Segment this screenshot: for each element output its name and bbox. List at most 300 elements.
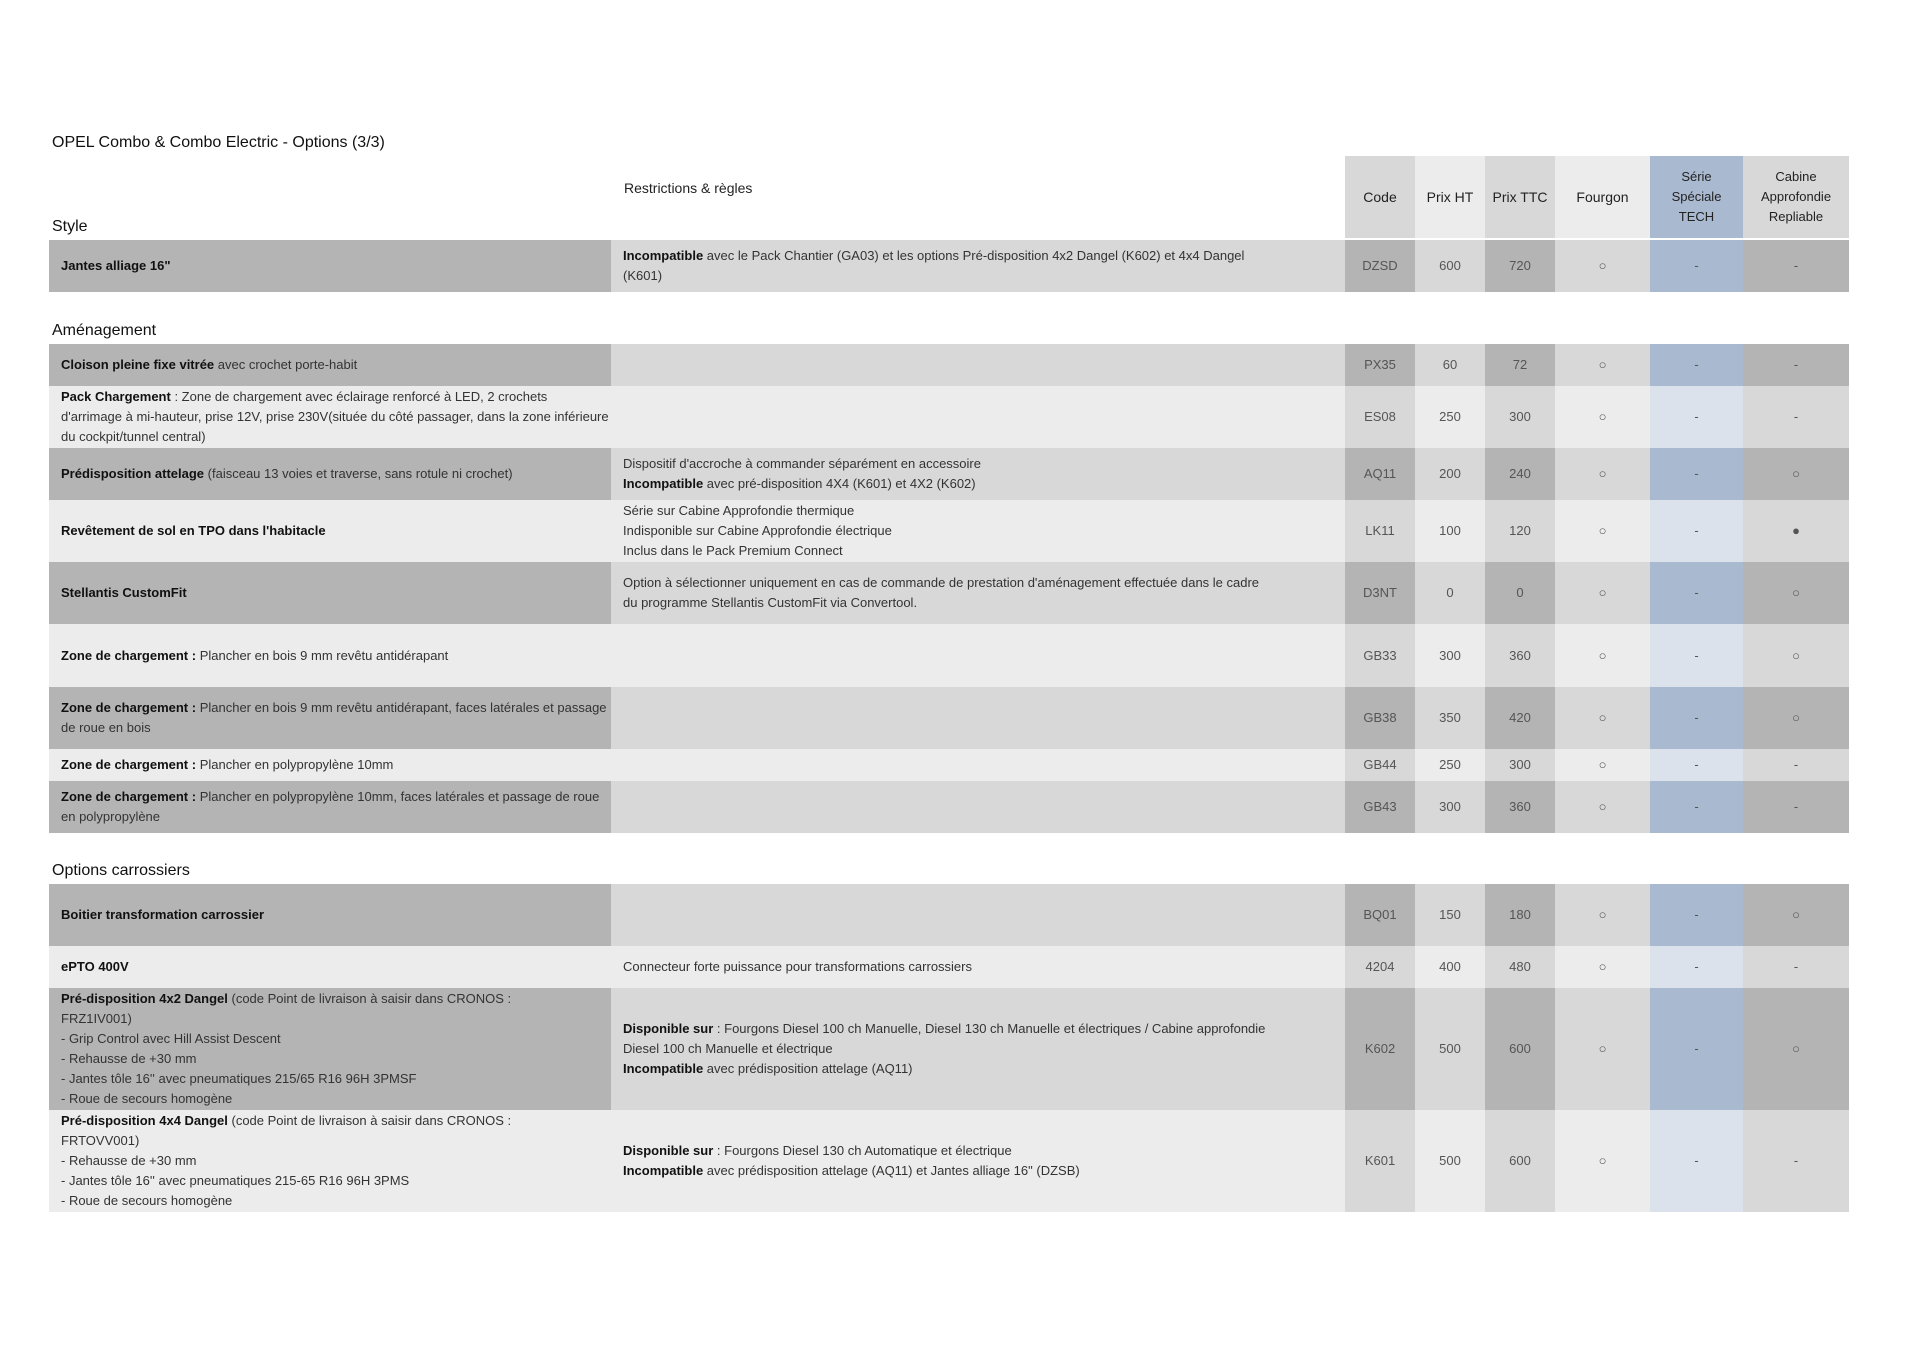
- option-description: [49, 562, 611, 624]
- price-ht-value: 0: [1446, 585, 1454, 600]
- option-restrictions: [611, 687, 1345, 749]
- price-ht-value: 400: [1439, 959, 1461, 974]
- bold-text: Zone de chargement :: [61, 789, 197, 804]
- text: Diesel 100 ch Manuelle et électrique: [623, 1041, 833, 1056]
- bold-text: Pré-disposition 4x4 Dangel: [61, 1113, 228, 1128]
- text: (K601): [623, 268, 663, 283]
- option-code-value: GB33: [1363, 647, 1397, 663]
- cabine-availability: [1743, 500, 1849, 562]
- text: - Grip Control avec Hill Assist Descent: [61, 1031, 281, 1046]
- header-cabine: [1743, 156, 1849, 238]
- description-line: [61, 1069, 416, 1089]
- price-ttc-value: 360: [1509, 799, 1531, 814]
- text: - Jantes tôle 16'' avec pneumatiques 215-65 R16 96H 3PMS: [61, 1173, 410, 1188]
- section-title-style: Style: [52, 218, 88, 235]
- price-ht: [1415, 500, 1485, 562]
- bold-text: Cloison pleine fixe vitrée: [61, 357, 215, 372]
- restriction-line: [623, 1039, 833, 1059]
- cabine-availability-value: -: [1793, 959, 1799, 974]
- restriction-line: [623, 1161, 1080, 1181]
- option-description: [49, 240, 611, 292]
- cabine-availability: [1743, 946, 1849, 988]
- serie-tech-availability-value: -: [1694, 258, 1699, 273]
- price-ht-value: 500: [1439, 1041, 1461, 1056]
- header-serie-line2: Spéciale: [1671, 189, 1722, 204]
- price-ttc-value: 720: [1509, 258, 1531, 273]
- price-ht: [1415, 344, 1485, 386]
- fourgon-availability: [1555, 988, 1650, 1110]
- fourgon-availability-value: ○: [1598, 523, 1607, 538]
- price-ttc: [1485, 624, 1555, 687]
- option-code: [1345, 988, 1415, 1110]
- header-cabine-line3: Repliable: [1768, 209, 1824, 224]
- restriction-line: [623, 266, 662, 286]
- text: : Fourgons Diesel 100 ch Manuelle, Diesel 130 ch Manuelle et électriques / Cabine approfondie: [713, 1021, 1266, 1036]
- section-title-amenagement: Aménagement: [52, 322, 157, 339]
- price-ht: [1415, 1110, 1485, 1212]
- option-description: [49, 386, 611, 448]
- fourgon-availability-value: ○: [1598, 585, 1607, 600]
- description-text: [61, 646, 448, 666]
- price-ttc-value: 600: [1509, 1153, 1531, 1168]
- option-description: [49, 344, 611, 386]
- fourgon-availability: [1555, 240, 1650, 292]
- text: avec le Pack Chantier (GA03) et les options Pré-disposition 4x2 Dangel (K602) et 4x4 Dangel: [703, 248, 1245, 263]
- text: Dispositif d'accroche à commander séparément en accessoire: [623, 456, 981, 471]
- fourgon-availability-value: ○: [1598, 357, 1607, 372]
- fourgon-availability-value: ○: [1598, 799, 1607, 814]
- text: Série sur Cabine Approfondie thermique: [623, 503, 855, 518]
- fourgon-availability-value: ○: [1598, 409, 1607, 424]
- option-code: [1345, 687, 1415, 749]
- price-ht: [1415, 687, 1485, 749]
- option-restrictions: [611, 749, 1345, 781]
- option-code: [1345, 344, 1415, 386]
- restriction-line: [623, 454, 981, 474]
- option-restrictions: [611, 386, 1345, 448]
- bold-text: Stellantis CustomFit: [61, 585, 187, 600]
- serie-tech-availability-value: -: [1694, 907, 1699, 922]
- header-prix-ht: Prix HT: [1415, 156, 1485, 238]
- option-restrictions: [611, 562, 1345, 624]
- bold-text: Pré-disposition 4x2 Dangel: [61, 991, 228, 1006]
- option-code-value: GB44: [1363, 757, 1397, 772]
- price-ht: [1415, 781, 1485, 833]
- text: avec prédisposition attelage (AQ11) et Jantes alliage 16" (DZSB): [703, 1163, 1080, 1178]
- header-cabine-line2: Approfondie: [1760, 189, 1832, 204]
- fourgon-availability: [1555, 344, 1650, 386]
- bold-text: Incompatible: [623, 1163, 704, 1178]
- fourgon-availability: [1555, 624, 1650, 687]
- fourgon-availability: [1555, 749, 1650, 781]
- price-ht-value: 200: [1439, 466, 1461, 481]
- price-ht: [1415, 946, 1485, 988]
- bold-text: Disponible sur: [623, 1143, 714, 1158]
- fourgon-availability-value: ○: [1598, 647, 1607, 663]
- text: Inclus dans le Pack Premium Connect: [623, 543, 843, 558]
- description-line: [61, 1049, 196, 1069]
- text: - Rehausse de +30 mm: [61, 1153, 197, 1168]
- cabine-availability: [1743, 781, 1849, 833]
- text: : Zone de chargement avec éclairage renforcé à LED, 2 crochets d'arrimage à mi-hauteur, prise 12V, prise 230V(située du côté passager, dans la zone inférieure du cockpit/tunnel central): [61, 389, 609, 444]
- fourgon-availability: [1555, 562, 1650, 624]
- price-ttc: [1485, 687, 1555, 749]
- description-text: [61, 521, 326, 541]
- option-description: [49, 687, 611, 749]
- description-line: [61, 1089, 232, 1109]
- description-text: [61, 905, 264, 925]
- text: du programme Stellantis CustomFit via Convertool.: [623, 595, 918, 610]
- price-ttc-value: 240: [1509, 466, 1531, 481]
- serie-tech-availability-value: -: [1694, 959, 1699, 974]
- price-ttc: [1485, 240, 1555, 292]
- option-description: [49, 781, 611, 833]
- description-text: [61, 355, 357, 375]
- option-code-value: GB43: [1363, 799, 1397, 814]
- description-line: [61, 989, 511, 1009]
- price-ttc-value: 180: [1509, 907, 1531, 922]
- description-text: [61, 957, 129, 977]
- option-restrictions: [611, 1110, 1345, 1212]
- fourgon-availability-value: ○: [1598, 710, 1607, 725]
- cabine-availability-value: -: [1793, 799, 1799, 814]
- option-code: [1345, 749, 1415, 781]
- option-restrictions: [611, 884, 1345, 946]
- option-code: [1345, 781, 1415, 833]
- option-code: [1345, 386, 1415, 448]
- restriction-line: [623, 957, 972, 977]
- text: FRTOVV001): [61, 1133, 140, 1148]
- price-ttc: [1485, 562, 1555, 624]
- price-ttc: [1485, 749, 1555, 781]
- option-restrictions: [611, 448, 1345, 500]
- text: Plancher en polypropylène 10mm, faces latérales et passage de roue en polypropylène: [61, 789, 600, 824]
- header-cabine-line1: Cabine: [1775, 169, 1817, 184]
- price-ht-value: 500: [1439, 1153, 1461, 1168]
- option-description: [49, 749, 611, 781]
- restriction-line: [623, 593, 917, 613]
- option-code-value: DZSD: [1362, 258, 1398, 273]
- option-code-value: K602: [1364, 1041, 1396, 1056]
- description-text: [61, 787, 609, 827]
- serie-tech-availability: [1650, 624, 1743, 687]
- cabine-availability: [1743, 448, 1849, 500]
- price-ttc-value: 600: [1509, 1041, 1531, 1056]
- bold-text: Prédisposition attelage: [61, 466, 205, 481]
- serie-tech-availability-value: -: [1694, 710, 1699, 725]
- fourgon-availability: [1555, 1110, 1650, 1212]
- price-ht: [1415, 562, 1485, 624]
- option-restrictions: [611, 500, 1345, 562]
- header-code: Code: [1345, 156, 1415, 238]
- fourgon-availability: [1555, 884, 1650, 946]
- price-ttc-value: 360: [1509, 647, 1531, 663]
- serie-tech-availability-value: -: [1694, 1153, 1699, 1168]
- option-description: [49, 946, 611, 988]
- option-code-value: D3NT: [1363, 585, 1397, 600]
- cabine-availability: [1743, 344, 1849, 386]
- serie-tech-availability: [1650, 500, 1743, 562]
- option-code: [1345, 946, 1415, 988]
- description-text: [61, 256, 171, 276]
- bold-text: Zone de chargement :: [61, 700, 197, 715]
- description-line: [61, 1111, 511, 1131]
- price-ttc: [1485, 946, 1555, 988]
- cabine-availability-value: ○: [1792, 647, 1800, 663]
- description-text: [61, 464, 513, 484]
- description-line: [61, 1151, 196, 1171]
- option-description: [49, 988, 611, 1110]
- cabine-availability: [1743, 624, 1849, 687]
- price-ht-value: 100: [1439, 523, 1461, 538]
- fourgon-availability: [1555, 687, 1650, 749]
- fourgon-availability-value: ○: [1598, 1153, 1607, 1168]
- cabine-availability: [1743, 884, 1849, 946]
- cabine-availability-value: ○: [1792, 466, 1800, 481]
- fourgon-availability-value: ○: [1598, 1041, 1607, 1056]
- header-serie-tech: [1650, 156, 1743, 238]
- serie-tech-availability-value: -: [1694, 647, 1699, 663]
- header-restrictions: Restrictions & règles: [624, 180, 753, 196]
- text: Connecteur forte puissance pour transformations carrossiers: [623, 959, 972, 974]
- header-serie-line3: TECH: [1678, 209, 1715, 224]
- price-ht-value: 600: [1439, 258, 1461, 273]
- description-text: [61, 583, 187, 603]
- serie-tech-availability-value: -: [1694, 523, 1699, 538]
- cabine-availability-value: -: [1793, 357, 1799, 372]
- serie-tech-availability: [1650, 448, 1743, 500]
- section-style: [49, 240, 1849, 292]
- restriction-line: [623, 501, 854, 521]
- serie-tech-availability-value: -: [1694, 585, 1699, 600]
- option-code: [1345, 1110, 1415, 1212]
- text: : Fourgons Diesel 130 ch Automatique et électrique: [713, 1143, 1012, 1158]
- option-restrictions: [611, 240, 1345, 292]
- price-ttc-value: 120: [1509, 523, 1531, 538]
- serie-tech-availability: [1650, 1110, 1743, 1212]
- option-code: [1345, 240, 1415, 292]
- price-ttc-value: 300: [1509, 409, 1531, 424]
- text: Plancher en polypropylène 10mm: [196, 757, 394, 772]
- price-ht: [1415, 240, 1485, 292]
- option-restrictions: [611, 344, 1345, 386]
- bold-text: Boitier transformation carrossier: [61, 907, 265, 922]
- fourgon-availability: [1555, 448, 1650, 500]
- description-line: [61, 1131, 139, 1151]
- text: (code Point de livraison à saisir dans CRONOS :: [227, 991, 512, 1006]
- price-ht-value: 350: [1439, 710, 1461, 725]
- price-ht: [1415, 624, 1485, 687]
- serie-tech-availability-value: -: [1694, 466, 1699, 481]
- price-ttc: [1485, 884, 1555, 946]
- option-code-value: LK11: [1365, 523, 1395, 538]
- cabine-availability-value: -: [1793, 1153, 1799, 1168]
- price-ht: [1415, 884, 1485, 946]
- text: (code Point de livraison à saisir dans CRONOS :: [227, 1113, 512, 1128]
- price-ttc-value: 480: [1509, 959, 1531, 974]
- price-ht-value: 300: [1439, 799, 1461, 814]
- serie-tech-availability: [1650, 344, 1743, 386]
- cabine-availability-value: ○: [1792, 710, 1800, 725]
- serie-tech-availability: [1650, 988, 1743, 1110]
- text: - Roue de secours homogène: [61, 1091, 233, 1106]
- option-description: [49, 884, 611, 946]
- description-line: [61, 1009, 132, 1029]
- option-code-value: 4204: [1365, 959, 1395, 974]
- restriction-line: [623, 474, 976, 494]
- bold-text: Zone de chargement :: [61, 757, 197, 772]
- price-ht-value: 250: [1439, 757, 1461, 772]
- fourgon-availability: [1555, 500, 1650, 562]
- option-code-value: ES08: [1364, 409, 1396, 424]
- restriction-line: [623, 573, 1259, 593]
- cabine-availability: [1743, 240, 1849, 292]
- description-line: [61, 1191, 232, 1211]
- text: - Jantes tôle 16'' avec pneumatiques 215/65 R16 96H 3PMSF: [61, 1071, 417, 1086]
- description-line: [61, 1029, 281, 1049]
- price-ht-value: 300: [1439, 647, 1461, 663]
- description-line: [61, 1171, 409, 1191]
- price-ttc: [1485, 781, 1555, 833]
- serie-tech-availability-value: -: [1694, 1041, 1699, 1056]
- price-ttc: [1485, 1110, 1555, 1212]
- restriction-line: [623, 1059, 913, 1079]
- cabine-availability-value: ○: [1792, 585, 1800, 600]
- price-ttc: [1485, 344, 1555, 386]
- cabine-availability: [1743, 687, 1849, 749]
- text: (faisceau 13 voies et traverse, sans rotule ni crochet): [204, 466, 513, 481]
- serie-tech-availability: [1650, 687, 1743, 749]
- price-ttc-value: 0: [1516, 585, 1524, 600]
- price-ht: [1415, 988, 1485, 1110]
- serie-tech-availability: [1650, 884, 1743, 946]
- cabine-availability: [1743, 386, 1849, 448]
- text: Plancher en bois 9 mm revêtu antidérapant, faces latérales et passage de roue en bois: [61, 700, 607, 735]
- header-serie-line1: Série: [1681, 169, 1712, 184]
- serie-tech-availability-value: -: [1694, 799, 1699, 814]
- text: FRZ1IV001): [61, 1011, 132, 1026]
- price-ht-value: 250: [1439, 409, 1461, 424]
- section-amenagement: [49, 344, 1849, 833]
- bold-text: Jantes alliage 16": [61, 258, 171, 273]
- option-restrictions: [611, 988, 1345, 1110]
- bold-text: Incompatible: [623, 476, 704, 491]
- fourgon-availability: [1555, 386, 1650, 448]
- bold-text: Pack Chargement: [61, 389, 171, 404]
- price-ttc-value: 420: [1509, 710, 1531, 725]
- cabine-availability-value: -: [1793, 757, 1799, 772]
- bold-text: Zone de chargement :: [61, 647, 197, 663]
- text: avec crochet porte-habit: [214, 357, 358, 372]
- text: - Roue de secours homogène: [61, 1193, 233, 1208]
- serie-tech-availability: [1650, 386, 1743, 448]
- header-fourgon: Fourgon: [1555, 156, 1650, 238]
- price-ttc: [1485, 448, 1555, 500]
- fourgon-availability-value: ○: [1598, 466, 1607, 481]
- bold-text: ePTO 400V: [61, 959, 129, 974]
- restriction-line: [623, 1019, 1265, 1039]
- cabine-availability-value: ○: [1792, 907, 1800, 922]
- restriction-line: [623, 246, 1244, 266]
- option-code: [1345, 884, 1415, 946]
- price-ttc: [1485, 386, 1555, 448]
- text: avec pré-disposition 4X4 (K601) et 4X2 (K602): [703, 476, 976, 491]
- cabine-availability-value: ○: [1792, 1041, 1800, 1056]
- fourgon-availability-value: ○: [1598, 907, 1607, 922]
- cabine-availability-value: ●: [1792, 523, 1800, 538]
- serie-tech-availability-value: -: [1694, 757, 1699, 772]
- price-ht-value: 150: [1439, 907, 1461, 922]
- header-prix-ttc: Prix TTC: [1485, 156, 1555, 238]
- section-carrossiers: [49, 884, 1849, 1212]
- fourgon-availability-value: ○: [1598, 258, 1607, 273]
- option-code: [1345, 624, 1415, 687]
- section-title-carrossiers: Options carrossiers: [52, 862, 190, 879]
- serie-tech-availability-value: -: [1694, 409, 1699, 424]
- option-description: [49, 624, 611, 687]
- serie-tech-availability: [1650, 781, 1743, 833]
- serie-tech-availability: [1650, 749, 1743, 781]
- option-restrictions: [611, 624, 1345, 687]
- bold-text: Incompatible: [623, 248, 704, 263]
- option-code-value: GB38: [1363, 710, 1397, 725]
- cabine-availability: [1743, 749, 1849, 781]
- text: Plancher en bois 9 mm revêtu antidérapant: [196, 647, 449, 663]
- option-restrictions: [611, 781, 1345, 833]
- cabine-availability: [1743, 988, 1849, 1110]
- cabine-availability-value: -: [1793, 258, 1799, 273]
- restriction-line: [623, 1141, 1012, 1161]
- option-code: [1345, 500, 1415, 562]
- option-code-value: K601: [1364, 1153, 1396, 1168]
- bold-text: Revêtement de sol en TPO dans l'habitacle: [61, 523, 326, 538]
- price-ttc-value: 72: [1512, 357, 1528, 372]
- price-ht: [1415, 448, 1485, 500]
- cabine-availability: [1743, 1110, 1849, 1212]
- cabine-availability: [1743, 562, 1849, 624]
- price-ht: [1415, 386, 1485, 448]
- price-ttc-value: 300: [1509, 757, 1531, 772]
- serie-tech-availability: [1650, 946, 1743, 988]
- option-description: [49, 500, 611, 562]
- text: - Rehausse de +30 mm: [61, 1051, 197, 1066]
- option-code-value: BQ01: [1363, 907, 1397, 922]
- option-code-value: AQ11: [1363, 466, 1397, 481]
- option-restrictions: [611, 946, 1345, 988]
- option-code: [1345, 448, 1415, 500]
- option-code-value: PX35: [1364, 357, 1396, 372]
- text: Option à sélectionner uniquement en cas de commande de prestation d'aménagement effectuée dans le cadre: [623, 575, 1260, 590]
- price-ht-value: 60: [1442, 357, 1458, 372]
- cabine-availability-value: -: [1793, 409, 1799, 424]
- serie-tech-availability: [1650, 240, 1743, 292]
- price-ht: [1415, 749, 1485, 781]
- bold-text: Disponible sur: [623, 1021, 714, 1036]
- serie-tech-availability-value: -: [1694, 357, 1699, 372]
- fourgon-availability-value: ○: [1598, 959, 1607, 974]
- restriction-line: [623, 541, 843, 561]
- page-title: OPEL Combo & Combo Electric - Options (3/3): [52, 134, 385, 151]
- description-text: [61, 387, 609, 447]
- description-text: [61, 698, 609, 738]
- option-description: [49, 448, 611, 500]
- option-description: [49, 1110, 611, 1212]
- bold-text: Incompatible: [623, 1061, 704, 1076]
- serie-tech-availability: [1650, 562, 1743, 624]
- fourgon-availability-value: ○: [1598, 757, 1607, 772]
- price-ttc: [1485, 500, 1555, 562]
- fourgon-availability: [1555, 781, 1650, 833]
